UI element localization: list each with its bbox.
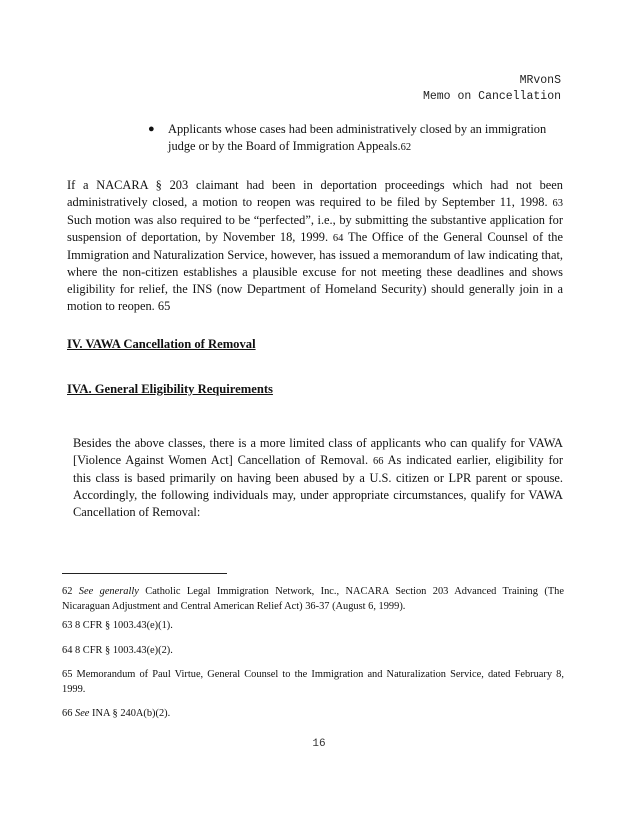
header-author: MRvonS [519,74,561,87]
footnote-65: 65 Memorandum of Paul Virtue, General Counsel to the Immigration and Naturalization Service, dated February 8, 1999. [62,669,564,695]
bullet-text: Applicants whose cases had been administratively closed by an immigration judge or by the Board of Immigration Appeals.62 [168,122,547,153]
header-title: Memo on Cancellation [422,90,561,103]
section-heading-eligibility: IVA. General Eligibility Requirements [67,382,273,396]
page-number: 16 [312,738,326,750]
footnote-64: 64 8 CFR § 1003.43(e)(2). [62,645,173,656]
page-header [423,73,561,105]
footnote-ref-62[interactable]: 62 [400,142,412,153]
footnote-63: 63 8 CFR § 1003.43(e)(1). [62,620,173,631]
footnote-divider [62,573,227,574]
footnote-ref-65[interactable]: 65 [157,299,171,313]
footnote-ref-66[interactable]: 66 [372,456,384,467]
footnote-ref-63[interactable]: 63 [552,198,563,209]
footnote-62: 62 See generally Catholic Legal Immigration Network, Inc., NACARA Section 203 Advanced Training (The Nicaraguan Adjustment and Central American Relief Act) 36-37 (August 6, 1999). [62,586,564,612]
paragraph-vawa: Besides the above classes, there is a more limited class of applicants who can qualify for VAWA [Violence Against Women Act] Cancellation of Removal. 66 As indicated earlier, eligibility for this class is based primarily on having been abused by a U.S. citizen or LPR parent or spouse. Accordingly, the following individuals may, under appropriate circumstances, qualify for VAWA Cancellation of Removal: [73,436,563,519]
footnote-ref-64[interactable]: 64 [332,233,344,244]
bullet-item [148,121,566,156]
paragraph-nacara: If a NACARA § 203 claimant had been in deportation proceedings which had not been administratively closed, a motion to reopen was required to be filed by September 11, 1998. 63 Such motion was also required to be “perfected”, i.e., by submitting the substantive application for suspension of deportation, by November 18, 1999. 64 The Office of the General Counsel of the Immigration and Naturalization Service, however, has issued a memorandum of law indicating that, where the non-citizen establishes a plausible excuse for not meeting these deadlines and shows eligibility for relief, the INS (now Department of Homeland Security) should generally join in a motion to reopen. 65 [67,178,564,313]
footnote-66: 66 See INA § 240A(b)(2). [62,708,171,719]
section-heading-vawa: IV. VAWA Cancellation of Removal [67,337,256,351]
bullet-icon: ● [148,123,155,135]
